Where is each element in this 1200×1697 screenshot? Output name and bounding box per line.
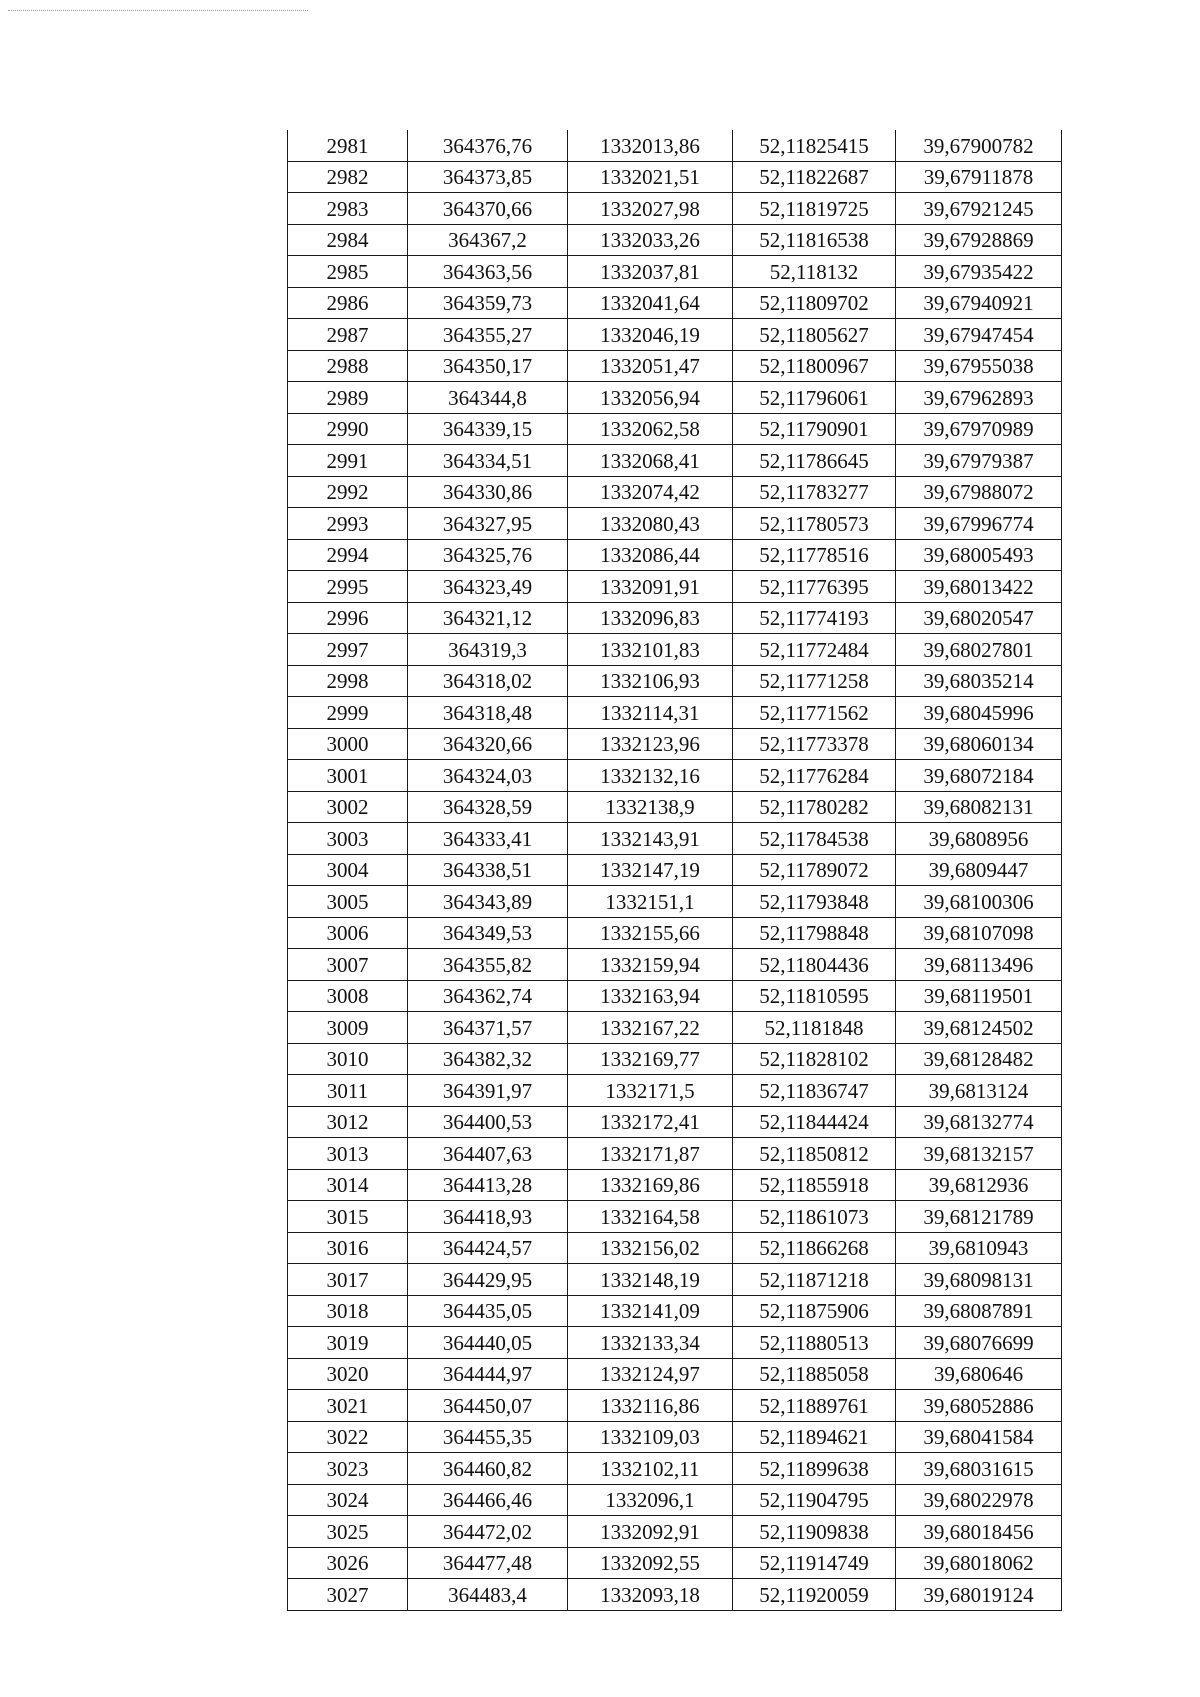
x-coordinate-cell: 364440,05: [408, 1327, 568, 1359]
latitude-cell: 52,11850812: [733, 1138, 896, 1170]
x-coordinate-cell: 364367,2: [408, 224, 568, 256]
y-coordinate-cell: 1332027,98: [568, 193, 733, 225]
point-number-cell: 2981: [288, 130, 408, 161]
longitude-cell: 39,6808956: [896, 823, 1062, 855]
table-row: [288, 728, 1062, 760]
point-number-cell: 2995: [288, 571, 408, 603]
table-row: [288, 193, 1062, 225]
table-row: [288, 602, 1062, 634]
latitude-cell: 52,11786645: [733, 445, 896, 477]
longitude-cell: 39,68027801: [896, 634, 1062, 666]
x-coordinate-cell: 364330,86: [408, 476, 568, 508]
table-row: [288, 1012, 1062, 1044]
point-number-cell: 3012: [288, 1106, 408, 1138]
point-number-cell: 3025: [288, 1516, 408, 1548]
point-number-cell: 3022: [288, 1421, 408, 1453]
x-coordinate-cell: 364339,15: [408, 413, 568, 445]
y-coordinate-cell: 1332062,58: [568, 413, 733, 445]
table-row: [288, 1516, 1062, 1548]
point-number-cell: 2996: [288, 602, 408, 634]
latitude-cell: 52,11776284: [733, 760, 896, 792]
latitude-cell: 52,11885058: [733, 1358, 896, 1390]
y-coordinate-cell: 1332037,81: [568, 256, 733, 288]
y-coordinate-cell: 1332051,47: [568, 350, 733, 382]
y-coordinate-cell: 1332080,43: [568, 508, 733, 540]
point-number-cell: 3019: [288, 1327, 408, 1359]
x-coordinate-cell: 364483,4: [408, 1579, 568, 1611]
table-row: [288, 1579, 1062, 1611]
longitude-cell: 39,6809447: [896, 854, 1062, 886]
x-coordinate-cell: 364418,93: [408, 1201, 568, 1233]
longitude-cell: 39,67979387: [896, 445, 1062, 477]
point-number-cell: 3002: [288, 791, 408, 823]
latitude-cell: 52,11805627: [733, 319, 896, 351]
x-coordinate-cell: 364318,48: [408, 697, 568, 729]
table-row: [288, 665, 1062, 697]
y-coordinate-cell: 1332164,58: [568, 1201, 733, 1233]
latitude-cell: 52,11816538: [733, 224, 896, 256]
longitude-cell: 39,68098131: [896, 1264, 1062, 1296]
point-number-cell: 2999: [288, 697, 408, 729]
latitude-cell: 52,11855918: [733, 1169, 896, 1201]
x-coordinate-cell: 364477,48: [408, 1547, 568, 1579]
y-coordinate-cell: 1332101,83: [568, 634, 733, 666]
latitude-cell: 52,11899638: [733, 1453, 896, 1485]
latitude-cell: 52,11793848: [733, 886, 896, 918]
latitude-cell: 52,11773378: [733, 728, 896, 760]
table-row: [288, 1264, 1062, 1296]
table-row: [288, 256, 1062, 288]
x-coordinate-cell: 364327,95: [408, 508, 568, 540]
longitude-cell: 39,68018456: [896, 1516, 1062, 1548]
coordinates-table-body: [288, 130, 1062, 1610]
x-coordinate-cell: 364450,07: [408, 1390, 568, 1422]
latitude-cell: 52,11836747: [733, 1075, 896, 1107]
y-coordinate-cell: 1332138,9: [568, 791, 733, 823]
table-row: [288, 1232, 1062, 1264]
point-number-cell: 3020: [288, 1358, 408, 1390]
y-coordinate-cell: 1332096,83: [568, 602, 733, 634]
x-coordinate-cell: 364349,53: [408, 917, 568, 949]
longitude-cell: 39,67970989: [896, 413, 1062, 445]
point-number-cell: 2988: [288, 350, 408, 382]
scan-artifact-line: [8, 10, 308, 12]
point-number-cell: 3018: [288, 1295, 408, 1327]
point-number-cell: 3004: [288, 854, 408, 886]
point-number-cell: 3021: [288, 1390, 408, 1422]
y-coordinate-cell: 1332093,18: [568, 1579, 733, 1611]
latitude-cell: 52,1181848: [733, 1012, 896, 1044]
y-coordinate-cell: 1332172,41: [568, 1106, 733, 1138]
latitude-cell: 52,11828102: [733, 1043, 896, 1075]
point-number-cell: 2985: [288, 256, 408, 288]
longitude-cell: 39,67996774: [896, 508, 1062, 540]
y-coordinate-cell: 1332046,19: [568, 319, 733, 351]
y-coordinate-cell: 1332116,86: [568, 1390, 733, 1422]
x-coordinate-cell: 364321,12: [408, 602, 568, 634]
y-coordinate-cell: 1332124,97: [568, 1358, 733, 1390]
longitude-cell: 39,68072184: [896, 760, 1062, 792]
longitude-cell: 39,67988072: [896, 476, 1062, 508]
point-number-cell: 3017: [288, 1264, 408, 1296]
y-coordinate-cell: 1332102,11: [568, 1453, 733, 1485]
x-coordinate-cell: 364424,57: [408, 1232, 568, 1264]
longitude-cell: 39,68121789: [896, 1201, 1062, 1233]
latitude-cell: 52,11778516: [733, 539, 896, 571]
latitude-cell: 52,11844424: [733, 1106, 896, 1138]
table-row: [288, 350, 1062, 382]
point-number-cell: 2989: [288, 382, 408, 414]
latitude-cell: 52,11789072: [733, 854, 896, 886]
latitude-cell: 52,11904795: [733, 1484, 896, 1516]
longitude-cell: 39,68100306: [896, 886, 1062, 918]
x-coordinate-cell: 364407,63: [408, 1138, 568, 1170]
longitude-cell: 39,68119501: [896, 980, 1062, 1012]
latitude-cell: 52,118132: [733, 256, 896, 288]
y-coordinate-cell: 1332068,41: [568, 445, 733, 477]
latitude-cell: 52,11771562: [733, 697, 896, 729]
table-row: [288, 1327, 1062, 1359]
table-row: [288, 1169, 1062, 1201]
y-coordinate-cell: 1332143,91: [568, 823, 733, 855]
y-coordinate-cell: 1332092,55: [568, 1547, 733, 1579]
table-row: [288, 1390, 1062, 1422]
y-coordinate-cell: 1332148,19: [568, 1264, 733, 1296]
point-number-cell: 3023: [288, 1453, 408, 1485]
point-number-cell: 3026: [288, 1547, 408, 1579]
y-coordinate-cell: 1332013,86: [568, 130, 733, 161]
longitude-cell: 39,68087891: [896, 1295, 1062, 1327]
point-number-cell: 3006: [288, 917, 408, 949]
table-row: [288, 571, 1062, 603]
y-coordinate-cell: 1332091,91: [568, 571, 733, 603]
x-coordinate-cell: 364400,53: [408, 1106, 568, 1138]
latitude-cell: 52,11804436: [733, 949, 896, 981]
table-row: [288, 980, 1062, 1012]
latitude-cell: 52,11809702: [733, 287, 896, 319]
longitude-cell: 39,68022978: [896, 1484, 1062, 1516]
y-coordinate-cell: 1332133,34: [568, 1327, 733, 1359]
x-coordinate-cell: 364413,28: [408, 1169, 568, 1201]
longitude-cell: 39,68082131: [896, 791, 1062, 823]
x-coordinate-cell: 364472,02: [408, 1516, 568, 1548]
latitude-cell: 52,11772484: [733, 634, 896, 666]
table-row: [288, 413, 1062, 445]
y-coordinate-cell: 1332092,91: [568, 1516, 733, 1548]
x-coordinate-cell: 364359,73: [408, 287, 568, 319]
x-coordinate-cell: 364318,02: [408, 665, 568, 697]
point-number-cell: 2992: [288, 476, 408, 508]
longitude-cell: 39,67935422: [896, 256, 1062, 288]
x-coordinate-cell: 364466,46: [408, 1484, 568, 1516]
point-number-cell: 2987: [288, 319, 408, 351]
x-coordinate-cell: 364328,59: [408, 791, 568, 823]
longitude-cell: 39,68041584: [896, 1421, 1062, 1453]
x-coordinate-cell: 364324,03: [408, 760, 568, 792]
longitude-cell: 39,68031615: [896, 1453, 1062, 1485]
y-coordinate-cell: 1332109,03: [568, 1421, 733, 1453]
x-coordinate-cell: 364350,17: [408, 350, 568, 382]
table-row: [288, 1295, 1062, 1327]
latitude-cell: 52,11875906: [733, 1295, 896, 1327]
table-row: [288, 476, 1062, 508]
longitude-cell: 39,68018062: [896, 1547, 1062, 1579]
x-coordinate-cell: 364338,51: [408, 854, 568, 886]
table-row: [288, 1075, 1062, 1107]
longitude-cell: 39,67955038: [896, 350, 1062, 382]
x-coordinate-cell: 364373,85: [408, 161, 568, 193]
table-row: [288, 886, 1062, 918]
table-row: [288, 382, 1062, 414]
point-number-cell: 2997: [288, 634, 408, 666]
table-row: [288, 539, 1062, 571]
table-row: [288, 1043, 1062, 1075]
point-number-cell: 3014: [288, 1169, 408, 1201]
point-number-cell: 3013: [288, 1138, 408, 1170]
latitude-cell: 52,11871218: [733, 1264, 896, 1296]
latitude-cell: 52,11822687: [733, 161, 896, 193]
longitude-cell: 39,6810943: [896, 1232, 1062, 1264]
y-coordinate-cell: 1332086,44: [568, 539, 733, 571]
table-row: [288, 1453, 1062, 1485]
point-number-cell: 2998: [288, 665, 408, 697]
x-coordinate-cell: 364323,49: [408, 571, 568, 603]
longitude-cell: 39,68132157: [896, 1138, 1062, 1170]
latitude-cell: 52,11784538: [733, 823, 896, 855]
point-number-cell: 2994: [288, 539, 408, 571]
x-coordinate-cell: 364334,51: [408, 445, 568, 477]
table-row: [288, 161, 1062, 193]
longitude-cell: 39,68045996: [896, 697, 1062, 729]
longitude-cell: 39,67921245: [896, 193, 1062, 225]
latitude-cell: 52,11783277: [733, 476, 896, 508]
point-number-cell: 3005: [288, 886, 408, 918]
longitude-cell: 39,680646: [896, 1358, 1062, 1390]
table-row: [288, 445, 1062, 477]
latitude-cell: 52,11774193: [733, 602, 896, 634]
y-coordinate-cell: 1332033,26: [568, 224, 733, 256]
point-number-cell: 3007: [288, 949, 408, 981]
x-coordinate-cell: 364362,74: [408, 980, 568, 1012]
table-row: [288, 319, 1062, 351]
table-row: [288, 1421, 1062, 1453]
table-row: [288, 224, 1062, 256]
point-number-cell: 2986: [288, 287, 408, 319]
table-row: [288, 1201, 1062, 1233]
longitude-cell: 39,68019124: [896, 1579, 1062, 1611]
latitude-cell: 52,11914749: [733, 1547, 896, 1579]
latitude-cell: 52,11889761: [733, 1390, 896, 1422]
x-coordinate-cell: 364455,35: [408, 1421, 568, 1453]
x-coordinate-cell: 364429,95: [408, 1264, 568, 1296]
latitude-cell: 52,11909838: [733, 1516, 896, 1548]
latitude-cell: 52,11780282: [733, 791, 896, 823]
x-coordinate-cell: 364382,32: [408, 1043, 568, 1075]
x-coordinate-cell: 364371,57: [408, 1012, 568, 1044]
y-coordinate-cell: 1332163,94: [568, 980, 733, 1012]
table-row: [288, 130, 1062, 161]
table-row: [288, 791, 1062, 823]
longitude-cell: 39,68035214: [896, 665, 1062, 697]
longitude-cell: 39,68107098: [896, 917, 1062, 949]
table-row: [288, 697, 1062, 729]
table-row: [288, 1547, 1062, 1579]
y-coordinate-cell: 1332132,16: [568, 760, 733, 792]
point-number-cell: 3024: [288, 1484, 408, 1516]
y-coordinate-cell: 1332169,86: [568, 1169, 733, 1201]
longitude-cell: 39,68076699: [896, 1327, 1062, 1359]
y-coordinate-cell: 1332171,87: [568, 1138, 733, 1170]
point-number-cell: 2983: [288, 193, 408, 225]
x-coordinate-cell: 364391,97: [408, 1075, 568, 1107]
longitude-cell: 39,68124502: [896, 1012, 1062, 1044]
x-coordinate-cell: 364435,05: [408, 1295, 568, 1327]
x-coordinate-cell: 364343,89: [408, 886, 568, 918]
x-coordinate-cell: 364325,76: [408, 539, 568, 571]
table-row: [288, 854, 1062, 886]
longitude-cell: 39,68113496: [896, 949, 1062, 981]
longitude-cell: 39,68020547: [896, 602, 1062, 634]
longitude-cell: 39,68132774: [896, 1106, 1062, 1138]
point-number-cell: 3016: [288, 1232, 408, 1264]
x-coordinate-cell: 364320,66: [408, 728, 568, 760]
y-coordinate-cell: 1332056,94: [568, 382, 733, 414]
point-number-cell: 3010: [288, 1043, 408, 1075]
longitude-cell: 39,68005493: [896, 539, 1062, 571]
latitude-cell: 52,11798848: [733, 917, 896, 949]
y-coordinate-cell: 1332123,96: [568, 728, 733, 760]
point-number-cell: 3011: [288, 1075, 408, 1107]
y-coordinate-cell: 1332106,93: [568, 665, 733, 697]
latitude-cell: 52,11920059: [733, 1579, 896, 1611]
x-coordinate-cell: 364355,27: [408, 319, 568, 351]
latitude-cell: 52,11880513: [733, 1327, 896, 1359]
longitude-cell: 39,68128482: [896, 1043, 1062, 1075]
table-row: [288, 1484, 1062, 1516]
point-number-cell: 2991: [288, 445, 408, 477]
y-coordinate-cell: 1332156,02: [568, 1232, 733, 1264]
y-coordinate-cell: 1332147,19: [568, 854, 733, 886]
point-number-cell: 3009: [288, 1012, 408, 1044]
latitude-cell: 52,11790901: [733, 413, 896, 445]
longitude-cell: 39,68052886: [896, 1390, 1062, 1422]
point-number-cell: 3008: [288, 980, 408, 1012]
point-number-cell: 2982: [288, 161, 408, 193]
table-row: [288, 1138, 1062, 1170]
table-row: [288, 760, 1062, 792]
table-row: [288, 1106, 1062, 1138]
y-coordinate-cell: 1332096,1: [568, 1484, 733, 1516]
latitude-cell: 52,11810595: [733, 980, 896, 1012]
coordinates-table: [287, 130, 1062, 1611]
x-coordinate-cell: 364444,97: [408, 1358, 568, 1390]
y-coordinate-cell: 1332074,42: [568, 476, 733, 508]
latitude-cell: 52,11776395: [733, 571, 896, 603]
table-row: [288, 508, 1062, 540]
longitude-cell: 39,67900782: [896, 130, 1062, 161]
longitude-cell: 39,67928869: [896, 224, 1062, 256]
latitude-cell: 52,11819725: [733, 193, 896, 225]
longitude-cell: 39,67940921: [896, 287, 1062, 319]
longitude-cell: 39,6813124: [896, 1075, 1062, 1107]
table-row: [288, 917, 1062, 949]
y-coordinate-cell: 1332041,64: [568, 287, 733, 319]
point-number-cell: 2984: [288, 224, 408, 256]
point-number-cell: 3027: [288, 1579, 408, 1611]
latitude-cell: 52,11800967: [733, 350, 896, 382]
x-coordinate-cell: 364370,66: [408, 193, 568, 225]
x-coordinate-cell: 364363,56: [408, 256, 568, 288]
latitude-cell: 52,11894621: [733, 1421, 896, 1453]
point-number-cell: 2990: [288, 413, 408, 445]
x-coordinate-cell: 364355,82: [408, 949, 568, 981]
longitude-cell: 39,6812936: [896, 1169, 1062, 1201]
longitude-cell: 39,68060134: [896, 728, 1062, 760]
table-row: [288, 823, 1062, 855]
y-coordinate-cell: 1332114,31: [568, 697, 733, 729]
latitude-cell: 52,11866268: [733, 1232, 896, 1264]
y-coordinate-cell: 1332171,5: [568, 1075, 733, 1107]
y-coordinate-cell: 1332169,77: [568, 1043, 733, 1075]
latitude-cell: 52,11825415: [733, 130, 896, 161]
y-coordinate-cell: 1332141,09: [568, 1295, 733, 1327]
x-coordinate-cell: 364319,3: [408, 634, 568, 666]
x-coordinate-cell: 364376,76: [408, 130, 568, 161]
x-coordinate-cell: 364460,82: [408, 1453, 568, 1485]
longitude-cell: 39,67947454: [896, 319, 1062, 351]
point-number-cell: 2993: [288, 508, 408, 540]
y-coordinate-cell: 1332167,22: [568, 1012, 733, 1044]
point-number-cell: 3015: [288, 1201, 408, 1233]
x-coordinate-cell: 364333,41: [408, 823, 568, 855]
longitude-cell: 39,67911878: [896, 161, 1062, 193]
table-row: [288, 949, 1062, 981]
table-row: [288, 287, 1062, 319]
longitude-cell: 39,68013422: [896, 571, 1062, 603]
table-row: [288, 1358, 1062, 1390]
latitude-cell: 52,11796061: [733, 382, 896, 414]
y-coordinate-cell: 1332151,1: [568, 886, 733, 918]
latitude-cell: 52,11780573: [733, 508, 896, 540]
longitude-cell: 39,67962893: [896, 382, 1062, 414]
y-coordinate-cell: 1332021,51: [568, 161, 733, 193]
point-number-cell: 3000: [288, 728, 408, 760]
table-row: [288, 634, 1062, 666]
x-coordinate-cell: 364344,8: [408, 382, 568, 414]
latitude-cell: 52,11771258: [733, 665, 896, 697]
y-coordinate-cell: 1332159,94: [568, 949, 733, 981]
point-number-cell: 3001: [288, 760, 408, 792]
y-coordinate-cell: 1332155,66: [568, 917, 733, 949]
point-number-cell: 3003: [288, 823, 408, 855]
latitude-cell: 52,11861073: [733, 1201, 896, 1233]
